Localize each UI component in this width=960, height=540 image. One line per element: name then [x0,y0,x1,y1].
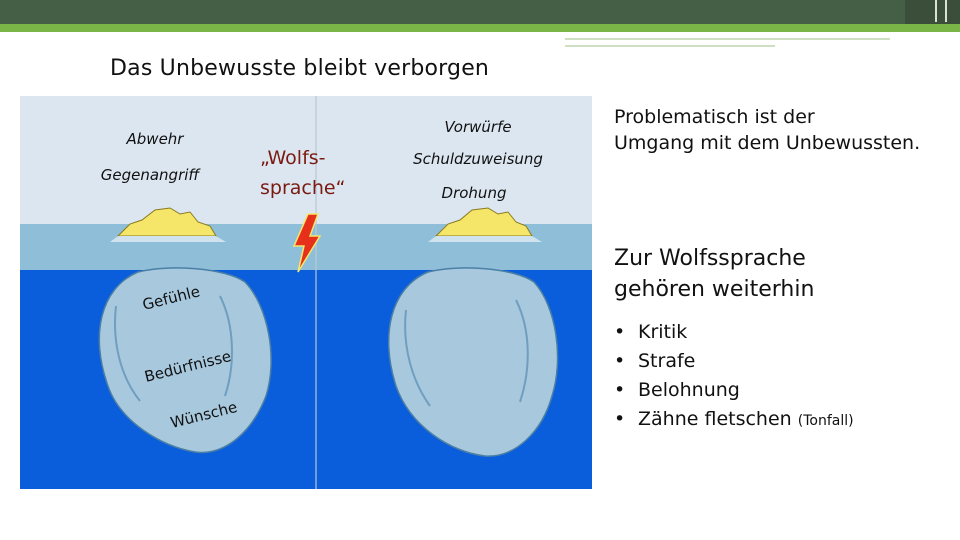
right-iceberg-waterline [428,236,542,242]
bullet-text: Belohnung [638,379,740,401]
figure-label-drohung: Drohung [441,184,507,202]
bullet-item-belohnung [612,376,854,405]
bullet-marker: • [614,379,626,401]
bullet-marker: • [614,350,626,372]
wolf-bullet-list [612,318,854,436]
bullet-text: Zähne fletschen [638,408,792,430]
figure-label-schuldzuweisung: Schuldzuweisung [413,150,543,168]
wolf-heading-line: Zur Wolfssprache [614,246,806,271]
iceberg-illustration [20,96,592,489]
problem-line: Problematisch ist der [614,106,815,128]
left-iceberg-waterline [110,236,226,242]
problem-line: Umgang mit dem Unbewussten. [614,132,921,154]
top-banner-corner [905,0,960,24]
top-accent-stripe [0,24,960,32]
problem-statement [614,104,920,156]
figure-label-gefuehle: Gefühle [140,282,202,314]
decorative-mark [935,0,937,22]
figure-label-wolf-line2: sprache“ [260,177,346,199]
figure-label-wuensche: Wünsche [168,397,240,432]
bullet-item-zaehne-fletschen [612,405,854,436]
bullet-item-strafe [612,347,854,376]
decorative-line [565,38,890,40]
bullet-marker: • [614,408,626,430]
bullet-note: (Tonfall) [797,413,854,429]
top-banner [0,0,960,24]
figure-label-abwehr: Abwehr [126,130,184,148]
slide-title: Das Unbewusste bleibt verborgen [110,56,490,81]
bullet-text: Strafe [638,350,696,372]
wolf-heading-line: gehören weiterhin [614,277,815,302]
bullet-text: Kritik [638,321,688,343]
figure-label-gegenangriff: Gegenangriff [100,166,200,184]
figure-label-beduerfnisse: Bedürfnisse [142,346,233,386]
wolf-heading [614,243,814,305]
figure-label-vorwuerfe: Vorwürfe [444,118,512,136]
bullet-marker: • [614,321,626,343]
figure-label-wolf-line1: „Wolfs- [260,147,326,169]
decorative-line [565,45,775,47]
decorative-mark [945,0,947,22]
bullet-item-kritik [612,318,854,347]
